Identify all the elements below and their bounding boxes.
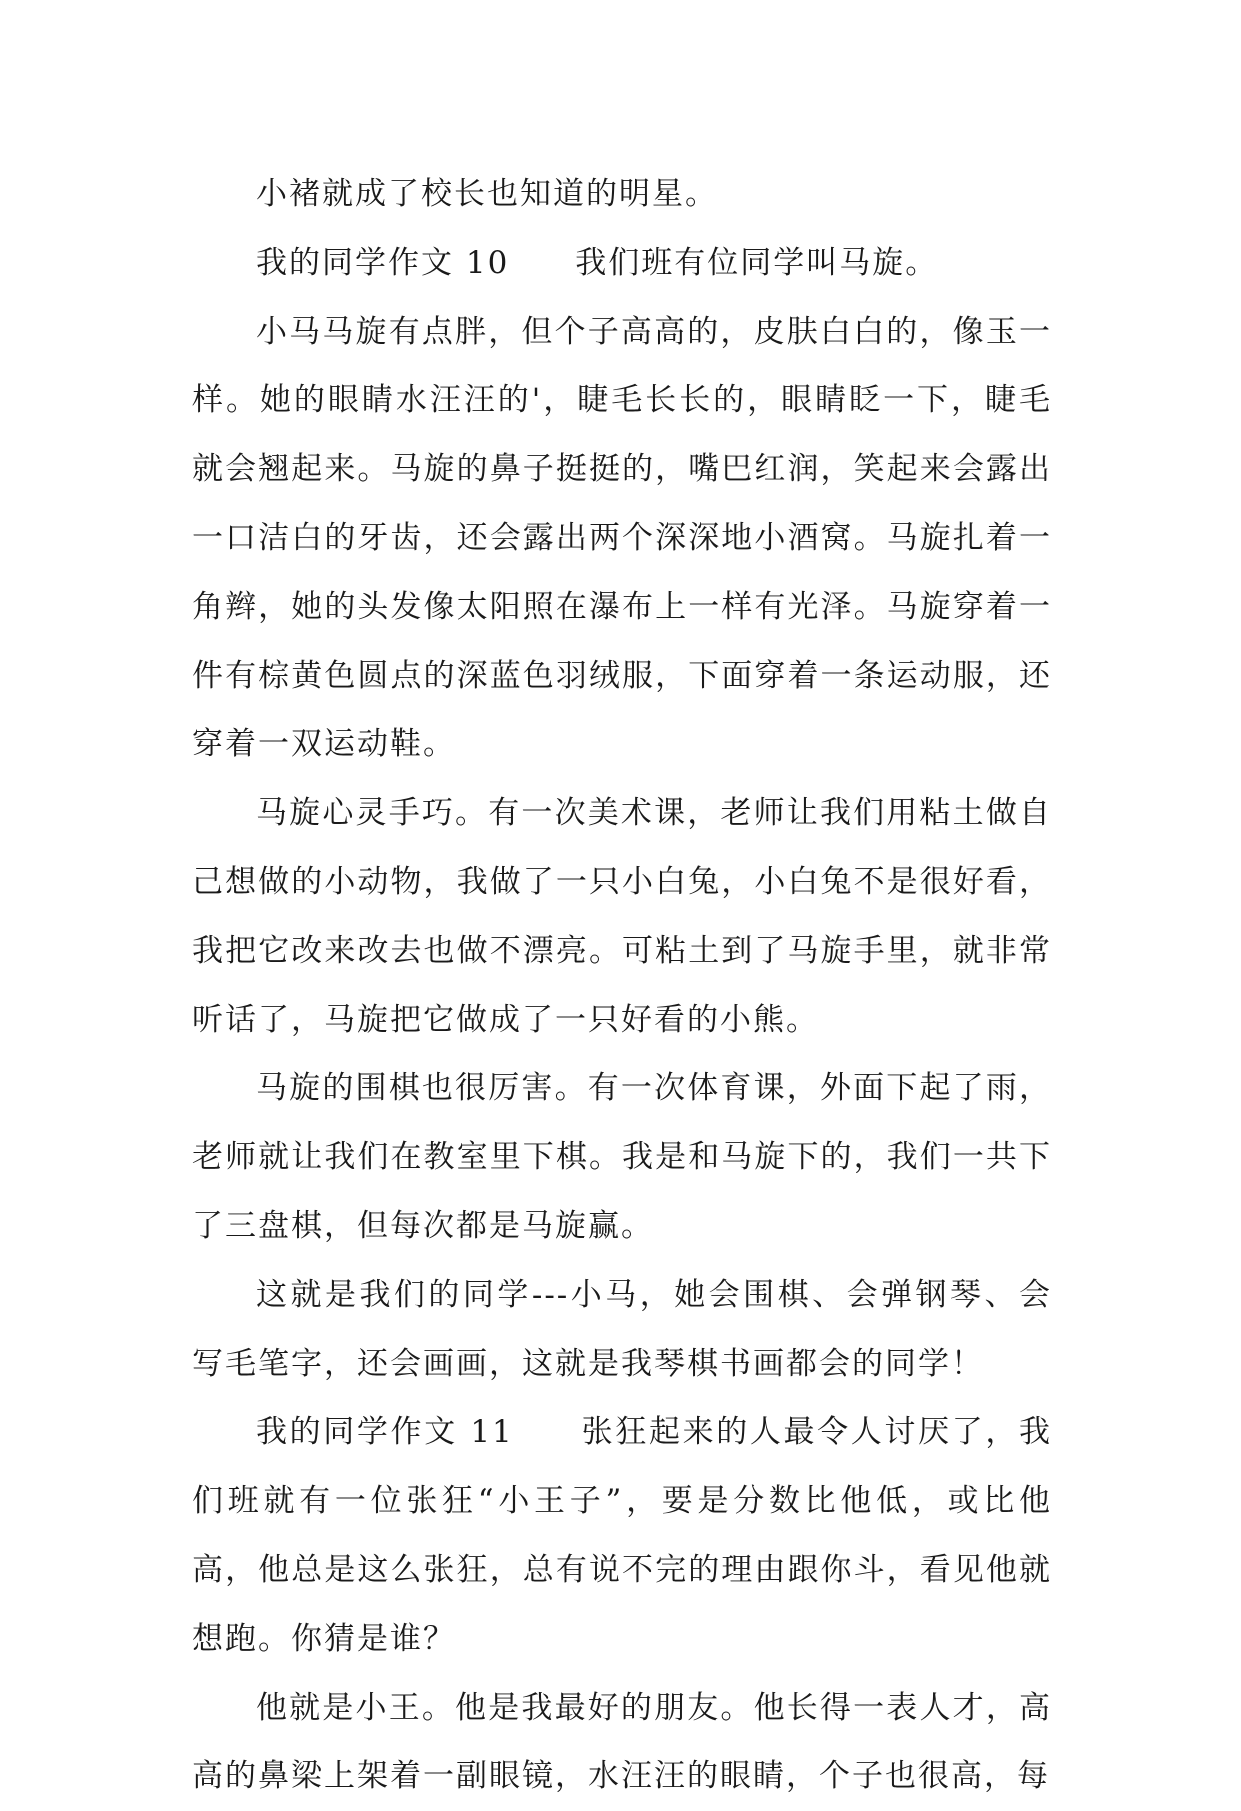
paragraph-heading-10: 我的同学作文 10 我们班有位同学叫马旋。 — [256, 244, 939, 281]
paragraph: 小马马旋有点胖，但个子高高的，皮肤白白的，像玉一样。她的眼睛水汪汪的'，睫毛长长的，眼睛眨一下，睫毛就会翘起来。马旋的鼻子挺挺的，嘴巴红润，笑起来会露出一口洁白的牙齿，还会露出两个深深地小酒窝。马旋扎着一角辫，她的头发像太阳照在瀑布上一样有光泽。马旋穿着一件有棕黄色圆点的深蓝色羽绒服，下面穿着一条运动服，还穿着一双运动鞋。 — [192, 313, 1052, 763]
paragraph: 他就是小王。他是我最好的朋友。他长得一表人才，高高的鼻梁上架着一副眼镜，水汪汪的眼睛，个子也很高，每 — [192, 1689, 1052, 1795]
body-text — [192, 160, 1052, 1811]
paragraph: 这就是我们的同学---小马，她会围棋、会弹钢琴、会写毛笔字，还会画画，这就是我琴棋书画都会的同学！ — [192, 1276, 1052, 1382]
paragraph: 小褚就成了校长也知道的明星。 — [256, 176, 718, 212]
paragraph-heading-11: 我的同学作文 11 张狂起来的人最令人讨厌了，我们班就有一位张狂“小王子”，要是分数比他低，或比他高，他总是这么张狂，总有说不完的理由跟你斗，看见他就想跑。你猜是谁？ — [192, 1414, 1052, 1657]
paragraph: 马旋的围棋也很厉害。有一次体育课，外面下起了雨，老师就让我们在教室里下棋。我是和马旋下的，我们一共下了三盘棋，但每次都是马旋赢。 — [192, 1070, 1052, 1244]
paragraph: 马旋心灵手巧。有一次美术课，老师让我们用粘土做自己想做的小动物，我做了一只小白兔，小白兔不是很好看，我把它改来改去也做不漂亮。可粘土到了马旋手里，就非常听话了，马旋把它做成了一只好看的小熊。 — [192, 795, 1052, 1038]
